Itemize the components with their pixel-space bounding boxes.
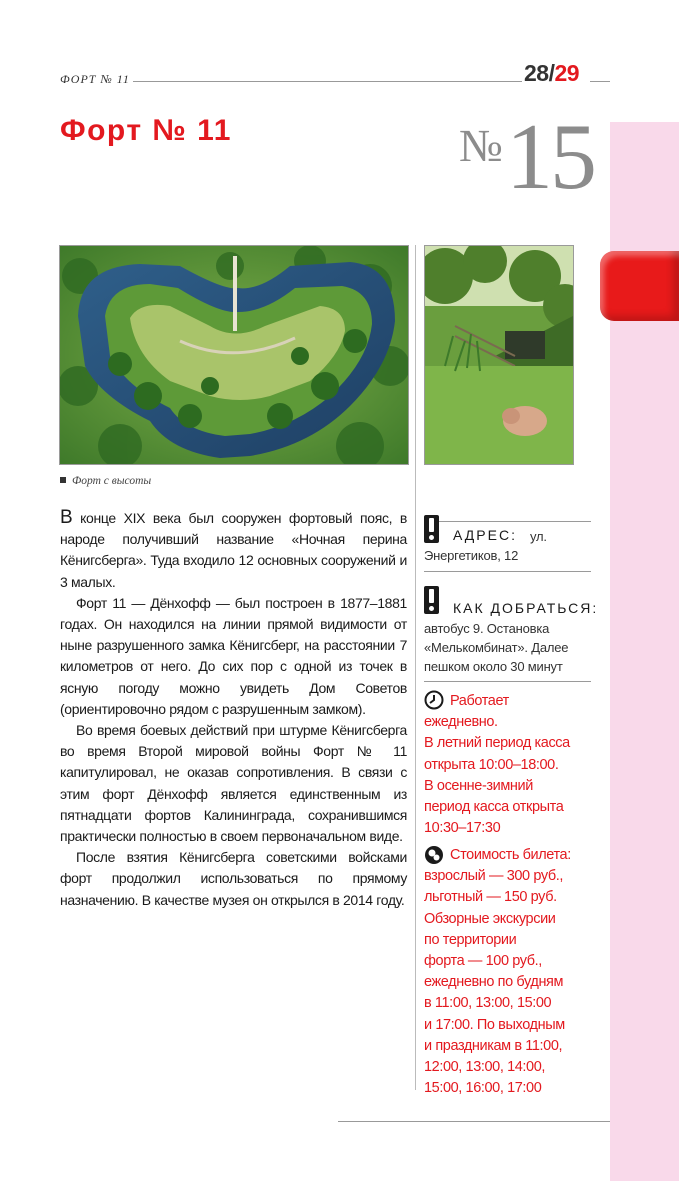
paragraph-3: Во время боевых действий при штурме Кёнигсберга во время Второй мировой войны Форт № 11 капитулировал, не оказав сопротивления. В связи с этим форт Дёнхофф является единственным из пятнадцати фортов Калининграда, сохранившимся практически полностью в своем первоначальном виде. <box>60 722 407 845</box>
page-number-separator: / <box>548 60 555 86</box>
header-rule <box>133 81 522 82</box>
price-line: 12:00, 13:00, 14:00, <box>424 1059 545 1076</box>
fort-aerial-illustration <box>60 246 408 464</box>
entry-number-sign: № <box>459 120 503 171</box>
info-rule-hours <box>424 681 591 682</box>
hours-line: Работает <box>450 693 509 709</box>
fort-aerial-photo <box>59 245 409 465</box>
price-line: ежедневно по будням <box>424 974 564 991</box>
page-number-left: 28 <box>524 60 549 86</box>
hours-line: В осенне-зимний <box>424 777 533 794</box>
caption-square-icon <box>60 477 66 483</box>
price-line: Стоимость билета: <box>450 847 571 863</box>
price-line: и 17:00. По выходным <box>424 1016 565 1033</box>
route-label: КАК ДОБРАТЬСЯ: <box>453 600 599 616</box>
page-title: Форт № 11 <box>60 114 232 147</box>
hours-line: ежедневно. <box>424 714 498 731</box>
fort-entrance-photo <box>424 245 574 465</box>
price-line: льготный — 150 руб. <box>424 889 557 906</box>
paragraph-2: Форт 11 — Дёнхофф — был построен в 1877–1881 годах. Он находился на линии прямой видимости от ныне разрушенного замка Кёнигсберг, на расстоянии 7 километров от него. До сих пор с одной из точек в ясную погоду можно увидеть Дом Советов (ориентировочно рядом с разрушенным замком). <box>60 594 407 717</box>
hours-line: В летний период касса <box>424 735 570 752</box>
page-number-rule <box>590 81 610 82</box>
paragraph-1 <box>60 507 407 593</box>
info-rule-top <box>424 521 591 522</box>
paragraph-1-text: конце XIX века был сооружен фортовый пояс, в народе получивший название «Ночная перина Кёнигсберга». Туда входило 12 основных сооружений и 3 малых. <box>60 510 407 590</box>
footer-rule <box>338 1121 610 1122</box>
hours-line: период касса открыта <box>424 799 564 816</box>
price-line: по территории <box>424 931 517 948</box>
hours-line: открыта 10:00–18:00. <box>424 756 559 773</box>
paragraph-4: После взятия Кёнигсберга советскими войсками форт продолжил использоваться по прямому назначению. В качестве музея он открылся в 2014 году. <box>60 849 407 908</box>
address-label: АДРЕС: <box>453 527 517 543</box>
running-head: ФОРТ № 11 <box>60 72 130 86</box>
fort-entrance-illustration <box>425 246 573 464</box>
price-line: форта — 100 руб., <box>424 953 542 970</box>
address-value: ул. Энергетиков, 12 <box>424 529 547 563</box>
hours-line: 10:30–17:30 <box>424 820 501 837</box>
dropcap: В <box>60 507 73 528</box>
photo-caption <box>60 475 151 487</box>
price-block <box>424 845 599 1099</box>
price-line: 15:00, 16:00, 17:00 <box>424 1080 542 1097</box>
caption-text: Форт с высоты <box>72 475 152 487</box>
hours-block <box>424 691 599 839</box>
price-line: Обзорные экскурсии <box>424 910 556 927</box>
article-body <box>60 507 407 911</box>
column-divider <box>415 245 416 1090</box>
price-line: и праздникам в 11:00, <box>424 1037 563 1054</box>
price-line: в 11:00, 13:00, 15:00 <box>424 995 552 1012</box>
exclamation-icon <box>424 586 439 614</box>
entry-number: 15 <box>506 105 594 209</box>
page-numbers <box>524 60 579 87</box>
price-line: взрослый — 300 руб., <box>424 868 564 885</box>
info-rule-route <box>424 571 591 572</box>
chapter-tab <box>600 251 679 321</box>
page-number-right: 29 <box>554 60 580 86</box>
route-value: автобус 9. Остановка «Мелькомбинат». Далее пешком около 30 минут <box>424 621 569 674</box>
